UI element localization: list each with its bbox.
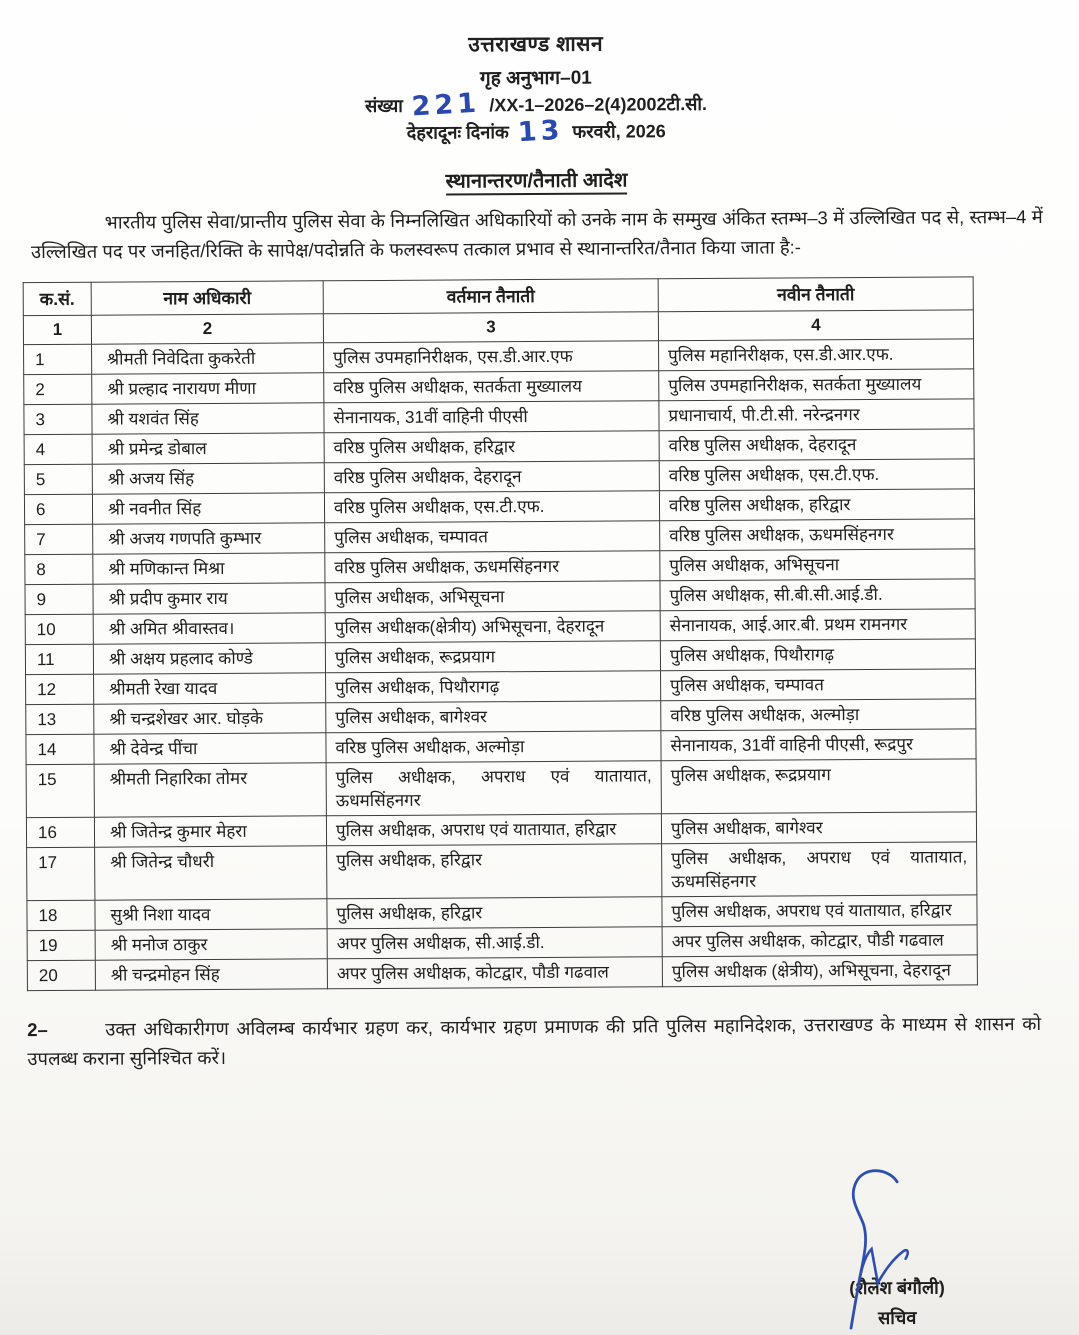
current-posting-cell: अपर पुलिस अधीक्षक, सी.आई.डी. bbox=[327, 927, 662, 959]
current-posting-cell: पुलिस उपमहानिरीक्षक, एस.डी.आर.एफ bbox=[324, 341, 659, 373]
new-posting-cell: वरिष्ठ पुलिस अधीक्षक, अल्मोड़ा bbox=[661, 699, 976, 731]
officer-name-cell: सुश्री निशा यादव bbox=[95, 899, 327, 930]
new-posting-cell: सेनानायक, 31वीं वाहिनी पीएसी, रूद्रपुर bbox=[661, 729, 976, 761]
new-posting-cell: वरिष्ठ पुलिस अधीक्षक, हरिद्वार bbox=[659, 489, 974, 521]
officer-name-cell: श्री जितेन्द्र चौधरी bbox=[95, 846, 327, 900]
current-posting-cell: सेनानायक, 31वीं वाहिनी पीएसी bbox=[324, 401, 659, 433]
col-header-current: वर्तमान तैनाती bbox=[323, 279, 658, 314]
intro-paragraph: भारतीय पुलिस सेवा/प्रान्तीय पुलिस सेवा के निम्नलिखित अधिकारियों को उनके नाम के सम्मुख अंकित स्तम्भ–3 में उल्लिखित पद से, स्तम्भ–4 में उल्लिखित पद पर जनहित/रिक्ति के सापेक्ष/पदोन्नति के फलस्वरूप तत्काल प्रभाव से स्थानान्तरित/तैनात किया जाता है:- bbox=[30, 205, 1043, 263]
date-suffix: फरवरी, 2026 bbox=[572, 121, 666, 142]
col-header-new: नवीन तैनाती bbox=[658, 277, 973, 312]
current-posting-cell: पुलिस अधीक्षक, रूद्रप्रयाग bbox=[325, 641, 660, 673]
closing-paragraph-number: 2– bbox=[27, 1019, 48, 1041]
serial-cell: 7 bbox=[25, 524, 93, 554]
officer-name-cell: श्री यशवंत सिंह bbox=[92, 403, 324, 434]
letterhead bbox=[0, 0, 1076, 147]
officer-name-cell: श्री प्रमेन्द्र डोबाल bbox=[92, 433, 324, 464]
new-posting-cell: पुलिस अधीक्षक, पिथौरागढ़ bbox=[660, 639, 975, 671]
new-posting-cell: पुलिस अधीक्षक, चम्पावत bbox=[661, 669, 976, 701]
transfer-table-head bbox=[23, 277, 973, 345]
current-posting-cell: पुलिस अधीक्षक, चम्पावत bbox=[325, 521, 660, 553]
serial-cell: 2 bbox=[24, 374, 92, 404]
serial-cell: 20 bbox=[27, 960, 95, 990]
current-posting-cell: पुलिस अधीक्षक, अपराध एवं यातायात, हरिद्वार bbox=[326, 814, 661, 846]
serial-cell: 6 bbox=[24, 494, 92, 524]
serial-cell: 9 bbox=[25, 584, 93, 614]
officer-name-cell: श्रीमती निहारिका तोमर bbox=[94, 763, 326, 817]
current-posting-cell: वरिष्ठ पुलिस अधीक्षक, अल्मोड़ा bbox=[326, 731, 661, 763]
serial-cell: 3 bbox=[24, 404, 92, 434]
closing-paragraph-text: उक्त अधिकारीगण अविलम्ब कार्यभार ग्रहण कर, कार्यभार ग्रहण प्रमाणक की प्रति पुलिस महानिदेशक, उत्तराखण्ड के माध्यम से शासन को उपलब्ध कराना सुनिश्चित करें। bbox=[27, 1012, 1042, 1070]
serial-cell: 16 bbox=[26, 817, 94, 847]
place-date-label: देहरादूनः दिनांक bbox=[406, 122, 509, 143]
serial-cell: 14 bbox=[26, 734, 94, 764]
closing-paragraph bbox=[27, 1009, 1041, 1073]
order-title: स्थानान्तरण/तैनाती आदेश bbox=[0, 163, 1076, 197]
current-posting-cell: वरिष्ठ पुलिस अधीक्षक, देहरादून bbox=[324, 461, 659, 493]
new-posting-cell: पुलिस अधीक्षक, अभिसूचना bbox=[660, 549, 975, 581]
current-posting-cell: पुलिस अधीक्षक, पिथौरागढ़ bbox=[326, 671, 661, 703]
current-posting-cell: पुलिस अधीक्षक, हरिद्वार bbox=[327, 897, 662, 929]
officer-name-cell: श्रीमती निवेदिता कुकरेती bbox=[92, 343, 324, 374]
current-posting-cell: पुलिस अधीक्षक, अपराध एवं यातायात, ऊधमसिंहनगर bbox=[326, 761, 661, 816]
new-posting-cell: पुलिस अधीक्षक, अपराध एवं यातायात, हरिद्वार bbox=[662, 895, 977, 927]
current-posting-cell: पुलिस अधीक्षक(क्षेत्रीय) अभिसूचना, देहरादून bbox=[325, 611, 660, 643]
officer-name-cell: श्री चन्द्रशेखर आर. घोड़के bbox=[94, 703, 326, 734]
new-posting-cell: वरिष्ठ पुलिस अधीक्षक, ऊधमसिंहनगर bbox=[660, 519, 975, 551]
new-posting-cell: पुलिस अधीक्षक, रूद्रप्रयाग bbox=[661, 759, 976, 814]
serial-cell: 15 bbox=[26, 764, 94, 817]
order-number-handwritten: 221 bbox=[411, 87, 482, 123]
order-number-rest: /XX-1–2026–2(4)2002टी.सी. bbox=[489, 93, 708, 116]
officer-name-cell: श्री नवनीत सिंह bbox=[92, 493, 324, 524]
officer-row bbox=[27, 842, 977, 901]
officer-name-cell: श्रीमती रेखा यादव bbox=[94, 673, 326, 704]
officer-name-cell: श्री मनोज ठाकुर bbox=[95, 929, 327, 960]
officer-name-cell: श्री अक्षय प्रहलाद कोण्डे bbox=[93, 643, 325, 674]
new-posting-cell: पुलिस अधीक्षक, अपराध एवं यातायात, ऊधमसिंहनगर bbox=[662, 842, 977, 897]
officer-name-cell: श्री मणिकान्त मिश्रा bbox=[93, 553, 325, 584]
new-posting-cell: सेनानायक, आई.आर.बी. प्रथम रामनगर bbox=[660, 609, 975, 641]
new-posting-cell: पुलिस अधीक्षक, बागेश्वर bbox=[661, 812, 976, 844]
serial-cell: 18 bbox=[27, 900, 95, 930]
col-number-3: 3 bbox=[323, 312, 658, 343]
serial-cell: 8 bbox=[25, 554, 93, 584]
officer-name-cell: श्री अमित श्रीवास्तव। bbox=[93, 613, 325, 644]
current-posting-cell: वरिष्ठ पुलिस अधीक्षक, सतर्कता मुख्यालय bbox=[324, 371, 659, 403]
officer-name-cell: श्री प्रदीप कुमार राय bbox=[93, 583, 325, 614]
officer-name-cell: श्री अजय सिंह bbox=[92, 463, 324, 494]
signatory-designation: सचिव bbox=[877, 1307, 917, 1328]
current-posting-cell: वरिष्ठ पुलिस अधीक्षक, हरिद्वार bbox=[324, 431, 659, 463]
serial-cell: 19 bbox=[27, 930, 95, 960]
date-handwritten: 13 bbox=[516, 114, 565, 149]
new-posting-cell: पुलिस उपमहानिरीक्षक, सतर्कता मुख्यालय bbox=[659, 369, 974, 401]
serial-cell: 5 bbox=[24, 464, 92, 494]
col-header-name: नाम अधिकारी bbox=[91, 281, 323, 315]
officer-name-cell: श्री जितेन्द्र कुमार मेहरा bbox=[94, 816, 326, 847]
current-posting-cell: वरिष्ठ पुलिस अधीक्षक, एस.टी.एफ. bbox=[324, 491, 659, 523]
new-posting-cell: पुलिस अधीक्षक (क्षेत्रीय), अभिसूचना, देहरादून bbox=[662, 955, 977, 987]
serial-cell: 1 bbox=[24, 344, 92, 374]
officer-row bbox=[26, 759, 976, 818]
new-posting-cell: पुलिस अधीक्षक, सी.बी.सी.आई.डी. bbox=[660, 579, 975, 611]
serial-cell: 10 bbox=[25, 614, 93, 644]
new-posting-cell: वरिष्ठ पुलिस अधीक्षक, देहरादून bbox=[659, 429, 974, 461]
serial-cell: 4 bbox=[24, 434, 92, 464]
col-number-4: 4 bbox=[658, 310, 973, 341]
officer-table-body bbox=[24, 339, 978, 991]
officer-name-cell: श्री देवेन्द्र पींचा bbox=[94, 733, 326, 764]
serial-cell: 11 bbox=[25, 644, 93, 674]
officer-name-cell: श्री प्रल्हाद नारायण मीणा bbox=[92, 373, 324, 404]
signature-block bbox=[849, 1276, 945, 1331]
current-posting-cell: पुलिस अधीक्षक, अभिसूचना bbox=[325, 581, 660, 613]
col-number-2: 2 bbox=[91, 314, 323, 344]
new-posting-cell: प्रधानाचार्य, पी.टी.सी. नरेन्द्रनगर bbox=[659, 399, 974, 431]
col-number-1: 1 bbox=[23, 315, 91, 344]
government-name: उत्तराखण्ड शासन bbox=[468, 32, 604, 57]
transfer-table bbox=[23, 276, 978, 991]
current-posting-cell: पुलिस अधीक्षक, बागेश्वर bbox=[326, 701, 661, 733]
new-posting-cell: अपर पुलिस अधीक्षक, कोटद्वार, पौडी गढवाल bbox=[662, 925, 977, 957]
current-posting-cell: वरिष्ठ पुलिस अधीक्षक, ऊधमसिंहनगर bbox=[325, 551, 660, 583]
serial-cell: 13 bbox=[26, 704, 94, 734]
new-posting-cell: पुलिस महानिरीक्षक, एस.डी.आर.एफ. bbox=[659, 339, 974, 371]
new-posting-cell: वरिष्ठ पुलिस अधीक्षक, एस.टी.एफ. bbox=[659, 459, 974, 491]
col-header-serial: क.सं. bbox=[23, 282, 91, 315]
officer-row bbox=[27, 955, 977, 991]
serial-cell: 12 bbox=[26, 674, 94, 704]
place-date-line bbox=[0, 114, 1076, 149]
current-posting-cell: अपर पुलिस अधीक्षक, कोटद्वार, पौडी गढवाल bbox=[327, 957, 662, 989]
signatory-name: (शैलेश बंगौली) bbox=[849, 1277, 945, 1299]
officer-name-cell: श्री चन्द्रमोहन सिंह bbox=[95, 959, 327, 990]
department-section: गृह अनुभाग–01 bbox=[479, 67, 592, 90]
order-number-label: संख्या bbox=[365, 95, 403, 117]
officer-name-cell: श्री अजय गणपति कुम्भार bbox=[93, 523, 325, 554]
current-posting-cell: पुलिस अधीक्षक, हरिद्वार bbox=[327, 844, 662, 899]
serial-cell: 17 bbox=[27, 847, 95, 900]
